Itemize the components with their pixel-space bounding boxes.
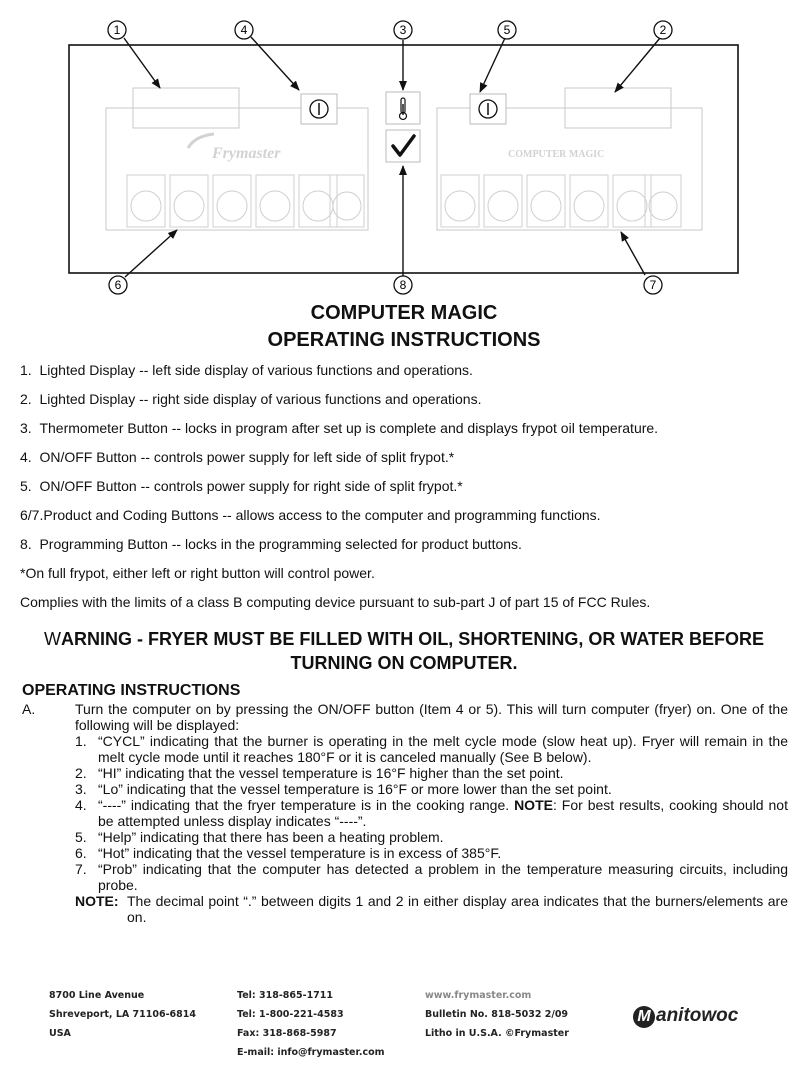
numbered-list: [20, 361, 790, 611]
footer-address: 8700 Line Avenue Shreveport, LA 71106-6814 USA: [49, 990, 196, 1039]
left-product-buttons: [127, 175, 364, 227]
step-a-label: A.: [22, 701, 36, 717]
callout-1: [108, 21, 126, 39]
footer-contact: Tel: 318-865-1711 Tel: 1-800-221-4583 Fax: 318-868-5987 E-mail: info@frymaster.com: [237, 986, 385, 1062]
list-item: 4. ON/OFF Button -- controls power supply for left side of split frypot.*: [20, 449, 455, 465]
programming-button[interactable]: [386, 130, 420, 162]
left-panel-faint: [106, 108, 368, 230]
email-link[interactable]: E-mail: info@frymaster.com: [237, 1047, 385, 1058]
list-item: 2. “HI” indicating that the vessel temperature is 16°F higher than the set point.: [75, 765, 564, 781]
on-off-left-button[interactable]: [301, 94, 337, 124]
list-item: 4. “----” indicating that the fryer temperature is in the cooking range. NOTE: For best results, cooking should not be attempted unless display indicates “----”.: [75, 797, 788, 829]
list-item: 7. “Prob” indicating that the computer has detected a problem in the temperature measuring circuits, including probe.: [75, 861, 788, 893]
svg-text:2: 2: [659, 23, 667, 37]
manitowoc-logo: M anitowoc: [633, 1005, 738, 1028]
list-item: 8. Programming Button -- locks in the programming selected for product buttons.: [20, 536, 522, 552]
svg-text:8: 8: [399, 278, 407, 292]
list-item: 5. “Help” indicating that there has been a heating problem.: [75, 829, 444, 845]
svg-text:6: 6: [114, 278, 122, 292]
list-item: 6/7.Product and Coding Buttons -- allows access to the computer and programming functions.: [20, 507, 601, 523]
callout-6: [109, 276, 127, 294]
operating-heading: OPERATING INSTRUCTIONS: [22, 682, 241, 699]
callout-5: [498, 21, 516, 39]
website-link[interactable]: www.frymaster.com: [425, 990, 532, 1001]
callout-5-arrow: [480, 38, 505, 92]
thermometer-button[interactable]: [386, 92, 420, 124]
on-off-right-button[interactable]: [470, 94, 506, 124]
list-item: 5. ON/OFF Button -- controls power supply for right side of split frypot.*: [20, 478, 463, 494]
list-item: 1. “CYCL” indicating that the burner is operating in the melt cycle mode (slow heat up). Fryer will remain in the melt cycle mode until it reaches 180°F or it is canceled manually (See B below).: [75, 733, 788, 765]
callout-2: [654, 21, 672, 39]
svg-text:7: 7: [649, 278, 657, 292]
operating-instructions: [22, 701, 788, 925]
svg-text:4: 4: [240, 23, 248, 37]
list-item: 3. “Lo” indicating that the vessel temperature is 16°F or more lower than the set point.: [75, 781, 612, 797]
callout-2-arrow: [615, 38, 660, 92]
svg-text:1: 1: [113, 23, 121, 37]
right-product-buttons: [441, 175, 681, 227]
list-item: 1. Lighted Display -- left side display of various functions and operations.: [20, 362, 473, 378]
step-a-text: Turn the computer on by pressing the ON/OFF button (Item 4 or 5). This will turn computer (fryer) on. One of the following will be displayed:: [75, 701, 788, 733]
callout-7-arrow: [621, 232, 645, 275]
list-item: 6. “Hot” indicating that the vessel temperature is in excess of 385°F.: [75, 845, 502, 861]
frymaster-faint-logo: Frymaster: [212, 145, 281, 162]
callout-6-arrow: [125, 230, 177, 277]
footer-bulletin: www.frymaster.com Bulletin No. 818-5032 2/09 Litho in U.S.A. ©Frymaster: [425, 986, 569, 1043]
warning-banner: WARNING - FRYER MUST BE FILLED WITH OIL, SHORTENING, OR WATER BEFORE TURNING ON COMPUTER.: [44, 629, 764, 673]
fcc-compliance: Complies with the limits of a class B computing device pursuant to sub-part J of part 15 of FCC Rules.: [20, 594, 651, 610]
title-line-2: OPERATING INSTRUCTIONS: [267, 329, 541, 351]
title-line-1: COMPUTER MAGIC: [310, 302, 498, 324]
callout-8: [394, 276, 412, 294]
list-item: 3. Thermometer Button -- locks in program after set up is complete and displays frypot oil temperature.: [20, 420, 659, 436]
list-item: 2. Lighted Display -- right side display of various functions and operations.: [20, 391, 482, 407]
svg-text:5: 5: [503, 23, 511, 37]
callout-3: [394, 21, 412, 39]
callout-7: [644, 276, 662, 294]
manitowoc-logo-mark: M: [633, 1006, 655, 1028]
callout-4: [235, 21, 253, 39]
control-panel-diagram: [0, 0, 808, 300]
svg-text:3: 3: [399, 23, 407, 37]
computer-magic-faint-logo: COMPUTER MAGIC: [508, 149, 605, 160]
decimal-point-note: NOTE: The decimal point “.” between digits 1 and 2 in either display area indicates that the burners/elements are on.: [75, 893, 788, 925]
footnote: *On full frypot, either left or right button will control power.: [20, 565, 375, 581]
